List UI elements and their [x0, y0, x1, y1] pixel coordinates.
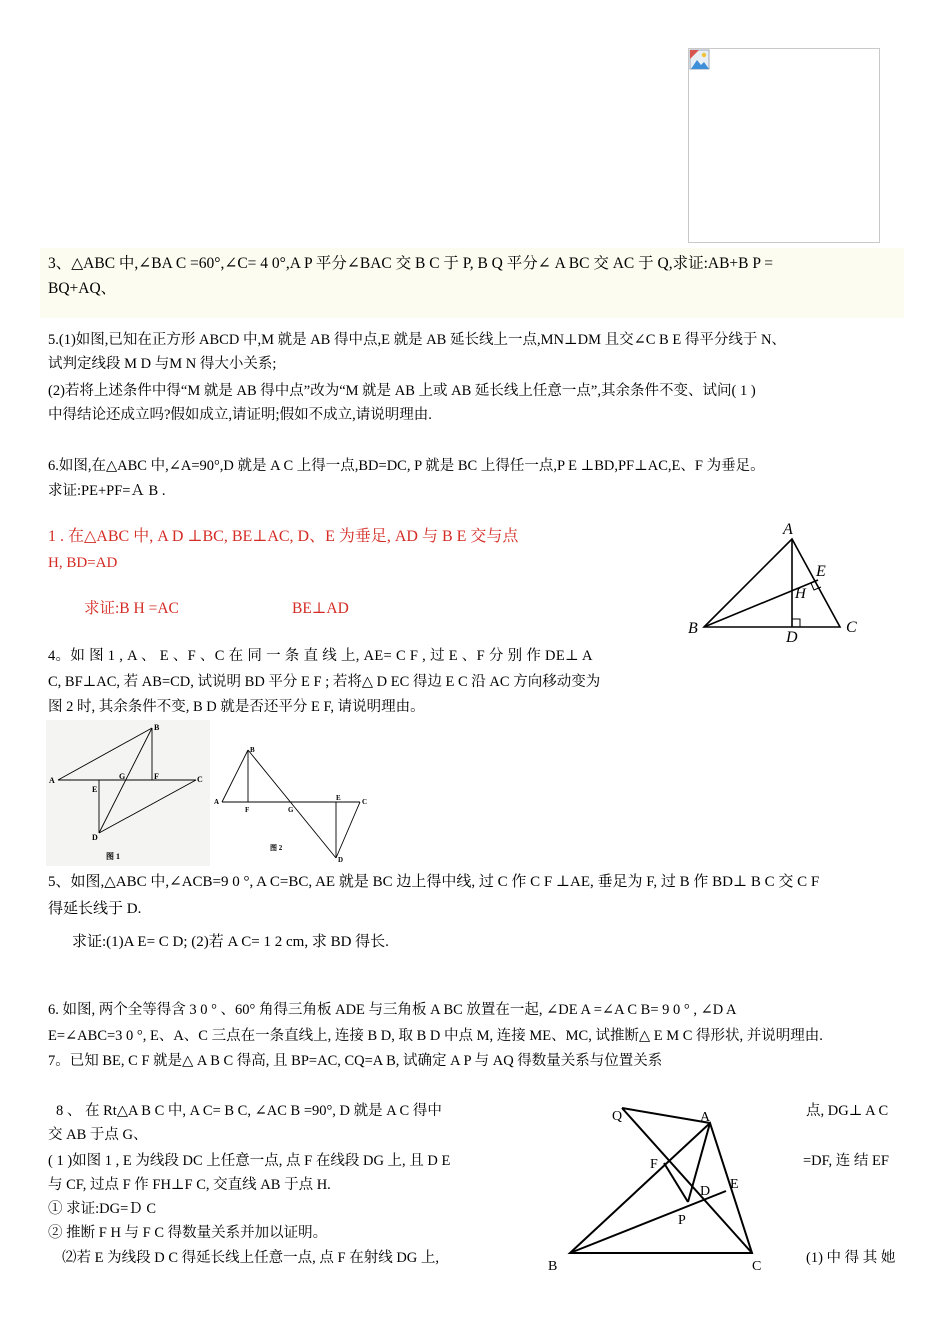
label-e: E: [92, 785, 98, 794]
caption-fig2: 图 2: [270, 844, 283, 852]
figure-problem-7: [540, 1098, 790, 1276]
label-c: C: [362, 798, 368, 806]
label-b: B: [688, 620, 698, 637]
label-f: F: [245, 806, 250, 814]
problem-8-line-2: 交 AB 于点 G、: [48, 1127, 148, 1143]
problem-3-line-1: 3、△ABC 中,∠BA C =60°,∠C= 4 0°,A P 平分∠BAC 交 B C 于 P, B Q 平分∠ A BC 交 AC 于 Q,求证:AB+B P =: [48, 255, 774, 272]
label-b: B: [250, 746, 255, 754]
problem-8-line-7: ⑵若 E 为线段 D C 得延长线上任意一点, 点 F 在射线 DG 上,: [62, 1250, 440, 1266]
problem-8-line-1-right: 点, DG⊥ A C: [806, 1103, 889, 1119]
broken-image-icon: [689, 49, 711, 71]
problem-7-line: 7。已知 BE, C F 就是△ A B C 得高, 且 BP=AC, CQ=A B, 试确定 A P 与 AQ 得数量关系与位置关系: [48, 1053, 663, 1069]
figure-4-2: [210, 740, 376, 866]
problem-6b-line-2: E=∠ABC=3 0 °, E、A、C 三点在一条直线上, 连接 B D, 取 B D 中点 M, 连接 ME、MC, 试推断△ E M C 得形状, 并说明理由.: [48, 1028, 823, 1044]
label-c: C: [197, 775, 203, 784]
problem-5b-line-1: 5、如图,△ABC 中,∠ACB=9 0 °, A C=BC, AE 就是 BC 边上得中线, 过 C 作 C F ⊥AE, 垂足为 F, 过 B 作 BD⊥ B C 交 C F: [48, 874, 820, 890]
label-a: A: [49, 776, 55, 785]
problem-1-line-1: 1 . 在△ABC 中, A D ⊥BC, BE⊥AC, D、E 为垂足, AD 与 B E 交与点: [48, 528, 519, 545]
problem-1-prove: 求证:B H =AC: [84, 600, 179, 617]
segment-qa: [622, 1108, 710, 1123]
problem-3-line-2: BQ+AQ、: [48, 280, 117, 297]
problem-8-line-4: 与 CF, 过点 F 作 FH⊥F C, 交直线 AB 于点 H.: [48, 1177, 331, 1193]
problem-5a-line-2: 试判定线段 M D 与M N 得大小关系;: [48, 356, 277, 372]
label-a: A: [700, 1110, 711, 1125]
label-q: Q: [612, 1109, 623, 1124]
problem-8-line-7-right: (1) 中 得 其 她: [806, 1250, 896, 1266]
figure-4-1: [46, 720, 210, 866]
label-d: D: [786, 629, 798, 646]
label-f: F: [650, 1157, 658, 1172]
problem-8-line-3: ( 1 )如图 1 , E 为线段 DC 上任意一点, 点 F 在线段 DG 上, 且 D E: [48, 1153, 451, 1169]
altitude-be: [570, 1191, 726, 1253]
label-a: A: [214, 798, 220, 806]
label-d: D: [700, 1184, 711, 1199]
problem-8-line-1: 8 、 在 Rt△A B C 中, A C= B C, ∠AC B =90°, D 就是 A C 得中: [56, 1103, 442, 1119]
label-b: B: [548, 1259, 558, 1274]
label-h: H: [795, 586, 806, 602]
label-c: C: [752, 1259, 762, 1274]
problem-5a-line-1: 5.(1)如图,已知在正方形 ABCD 中,M 就是 AB 得中点,E 就是 AB 延长线上一点,MN⊥DM 且交∠C B E 得平分线于 N、: [48, 332, 786, 348]
label-e: E: [816, 563, 826, 580]
label-c: C: [846, 619, 857, 636]
problem-1-hint: BE⊥AD: [292, 600, 349, 617]
label-b: B: [154, 723, 160, 732]
problem-1-line-2: H, BD=AD: [48, 555, 118, 571]
problem-8-line-6: ② 推断 F H 与 F C 得数量关系并加以证明。: [48, 1225, 328, 1241]
label-d: D: [338, 856, 344, 864]
problem-5a-line-4: 中得结论还成立吗?假如成立,请证明;假如不成立,请说明理由.: [48, 407, 432, 423]
triangle-abc: [570, 1123, 752, 1253]
problem-4-line-1: 4。如 图 1 , A 、 E 、F 、C 在 同 一 条 直 线 上, AE= C F , 过 E 、F 分 别 作 DE⊥ A: [48, 648, 593, 664]
problem-5b-line-3: 求证:(1)A E= C D; (2)若 A C= 1 2 cm, 求 BD 得长.: [72, 934, 389, 950]
image-placeholder: [688, 48, 880, 243]
label-f: F: [154, 772, 159, 781]
triangle-abc: [704, 539, 840, 627]
problem-8-line-3-right: =DF, 连 结 EF: [803, 1153, 889, 1169]
label-e: E: [336, 794, 341, 802]
triangle-figure-1: [676, 518, 866, 648]
problem-8-line-5: ① 求证:DG=Ｄ C: [48, 1201, 157, 1217]
label-e: E: [730, 1177, 739, 1192]
label-a: A: [783, 521, 793, 538]
problem-6a-line-2: 求证:PE+PF=Ａ B .: [48, 483, 166, 499]
problem-5b-line-2: 得延长线于 D.: [48, 901, 142, 917]
label-d: D: [92, 833, 98, 842]
problem-4-line-3: 图 2 时, 其余条件不变, B D 就是否还平分 E F, 请说明理由。: [48, 699, 425, 715]
label-p: P: [678, 1213, 686, 1228]
problem-6a-line-1: 6.如图,在△ABC 中,∠A=90°,D 就是 A C 上得一点,BD=DC, P 就是 BC 上得任一点,P E ⊥BD,PF⊥AC,E、F 为垂足。: [48, 458, 765, 474]
caption-fig1: 图 1: [106, 852, 120, 861]
problem-5a-line-3: (2)若将上述条件中得“M 就是 AB 得中点”改为“M 就是 AB 上或 AB 延长线上任意一点”,其余条件不变、试问( 1 ): [48, 383, 756, 399]
label-g: G: [288, 806, 294, 814]
problem-4-line-2: C, BF⊥AC, 若 AB=CD, 试说明 BD 平分 E F ; 若将△ D EC 得边 E C 沿 AC 方向移动变为: [48, 674, 601, 690]
problem-6b-line-1: 6. 如图, 两个全等得含 3 0 ° 、60° 角得三角板 ADE 与三角板 A BC 放置在一起, ∠DE A =∠A C B= 9 0 ° , ∠D A: [48, 1002, 737, 1018]
label-g: G: [119, 772, 126, 781]
